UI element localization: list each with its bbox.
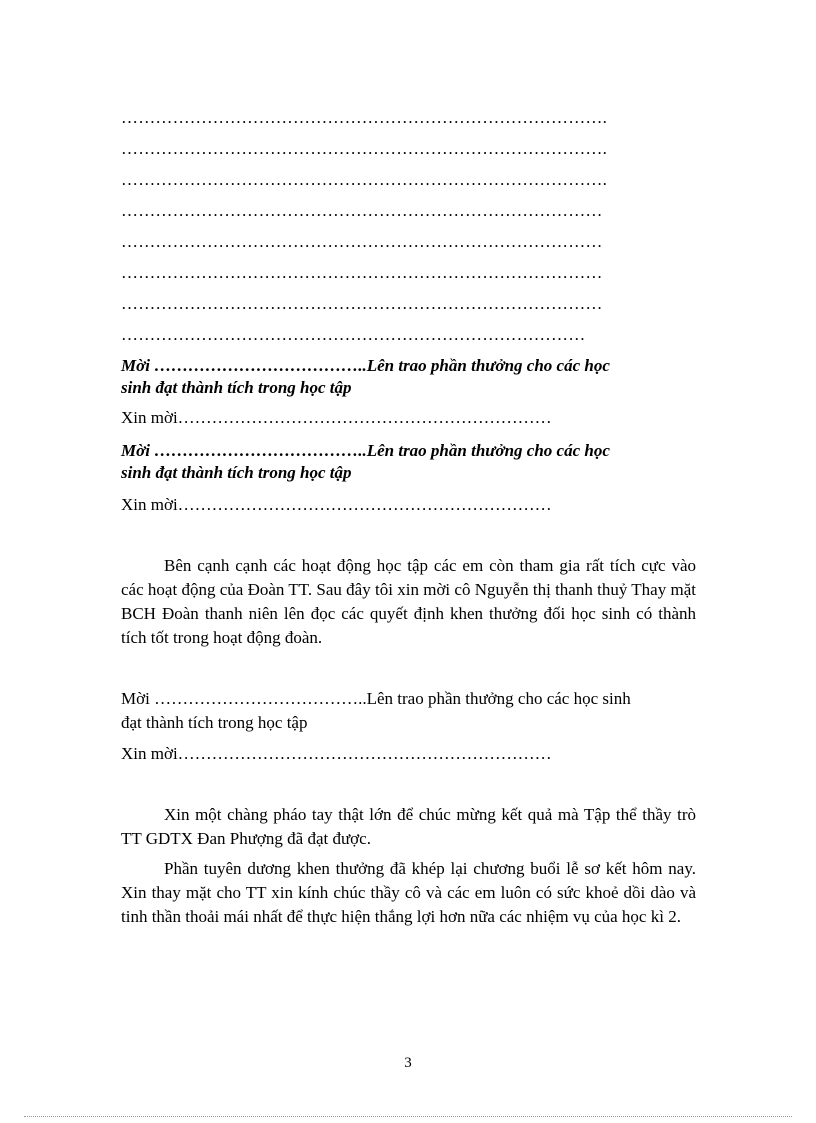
invitation-block-2	[121, 440, 696, 484]
invitation-lead: Mời ………………………………..Lên trao phần thưởng cho các học sinh	[121, 689, 631, 708]
dotted-line-4: …………………………………………………………………………	[121, 201, 603, 220]
invitation-tail: đạt thành tích trong học tập	[121, 713, 308, 732]
footer-divider	[24, 1116, 792, 1117]
invitation-lead: Mời ………………………………..Lên trao phần thưởng cho các học	[121, 441, 610, 460]
invitation-tail: sinh đạt thành tích trong học tập	[121, 378, 352, 397]
dotted-line-8: ………………………………………………………………………	[121, 325, 586, 344]
invitation-block-1	[121, 355, 696, 399]
dotted-line-6: …………………………………………………………………………	[121, 263, 603, 282]
dotted-line-3: ………………………………………………………………………….	[121, 170, 608, 189]
invitation-block-3	[121, 687, 696, 735]
xin-moi-line-2: Xin mời…………………………………………………………	[121, 495, 552, 514]
xin-moi-line-1: Xin mời…………………………………………………………	[121, 408, 552, 427]
xin-moi-line-3: Xin mời…………………………………………………………	[121, 744, 552, 763]
dotted-line-1: ………………………………………………………………………….	[121, 108, 608, 127]
paragraph-union-activities: Bên cạnh cạnh các hoạt động học tập các em còn tham gia rất tích cực vào các hoạt động của Đoàn TT. Sau đây tôi xin mời cô Nguyễn thị thanh thuỷ Thay mặt BCH Đoàn thanh niên lên đọc các quyết định khen thưởng đối học sinh có thành tích tốt trong hoạt động đoàn.	[121, 556, 696, 647]
page-number: 3	[404, 1055, 412, 1071]
dotted-line-7: …………………………………………………………………………	[121, 294, 603, 313]
paragraph-applause: Xin một chàng pháo tay thật lớn để chúc mừng kết quả mà Tập thể thầy trò TT GDTX Đan Phượng đã đạt được.	[121, 805, 696, 848]
paragraph-closing: Phần tuyên dương khen thưởng đã khép lại chương buổi lễ sơ kết hôm nay. Xin thay mặt cho TT xin kính chúc thầy cô và các em luôn có sức khoẻ dồi dào và tinh thần thoải mái nhất để thực hiện thắng lợi hơn nữa các nhiệm vụ của học kì 2.	[121, 859, 696, 926]
invitation-tail: sinh đạt thành tích trong học tập	[121, 463, 352, 482]
invitation-lead: Mời ………………………………..Lên trao phần thưởng cho các học	[121, 356, 610, 375]
dotted-line-5: …………………………………………………………………………	[121, 232, 603, 251]
dotted-line-2: ………………………………………………………………………….	[121, 139, 608, 158]
